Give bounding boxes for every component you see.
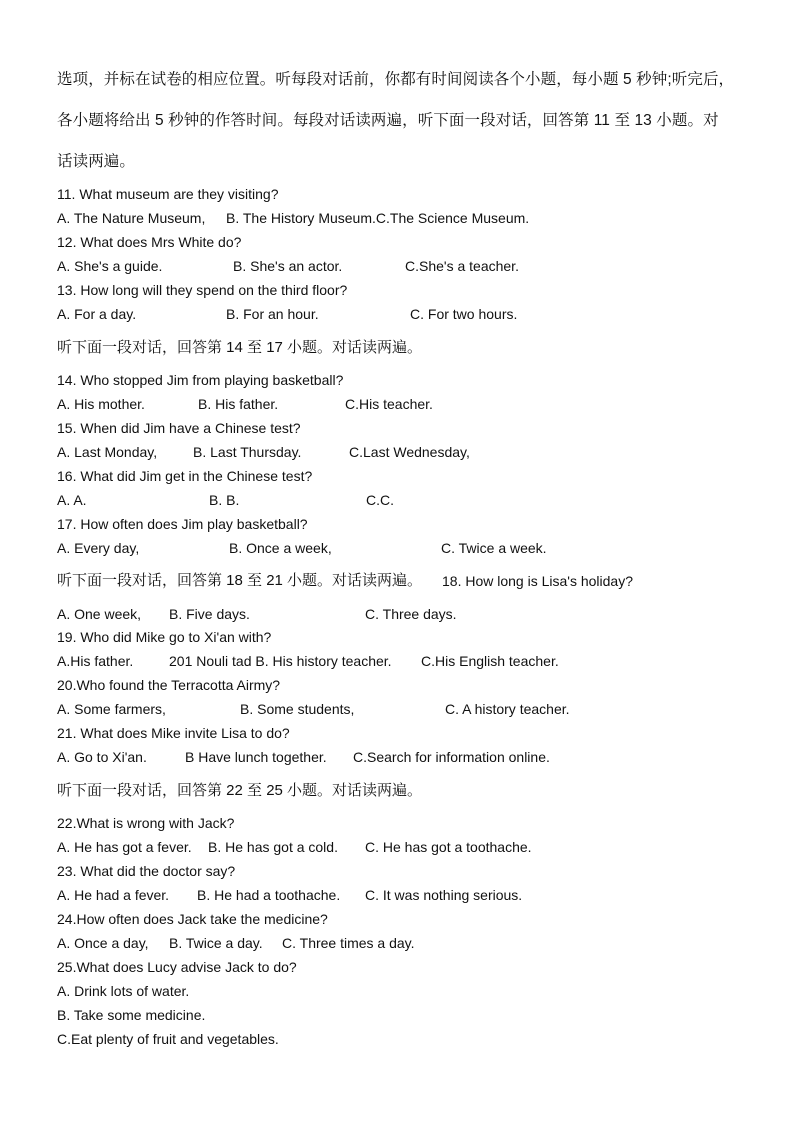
q18-option-b: B. Five days. bbox=[169, 606, 250, 622]
question-18: 18. How long is Lisa's holiday? bbox=[442, 573, 634, 589]
q16-option-b: B. B. bbox=[209, 492, 240, 508]
q24-option-b: B. Twice a day. bbox=[169, 935, 263, 951]
intro-line-1: 选项，并标在试卷的相应位置。听每段对话前，你都有时间阅读各个小题，每小题 5 秒钟;听完后， bbox=[57, 71, 735, 88]
question-12: 12. What does Mrs White do? bbox=[57, 234, 242, 250]
q15-option-a: A. Last Monday, bbox=[57, 444, 158, 460]
question-24: 24.How often does Jack take the medicine? bbox=[57, 911, 328, 927]
question-21: 21. What does Mike invite Lisa to do? bbox=[57, 725, 290, 741]
q22-option-c: C. He has got a toothache. bbox=[365, 839, 532, 855]
intro-line-2: 各小题将给出 5 秒钟的作答时间。每段对话读两遍，听下面一段对话，回答第 11 至 13 小题。对 bbox=[57, 112, 719, 129]
q20-option-a: A. Some farmers, bbox=[57, 701, 166, 717]
q19-option-c: C.His English teacher. bbox=[421, 653, 559, 669]
q14-option-c: C.His teacher. bbox=[345, 396, 433, 412]
q17-option-b: B. Once a week, bbox=[229, 540, 332, 556]
question-13: 13. How long will they spend on the third floor? bbox=[57, 282, 348, 298]
q16-option-a: A. A. bbox=[57, 492, 87, 508]
q24-option-a: A. Once a day, bbox=[57, 935, 149, 951]
q18-option-a: A. One week, bbox=[57, 606, 142, 622]
q16-option-c: C.C. bbox=[366, 492, 394, 508]
q17-option-a: A. Every day, bbox=[57, 540, 140, 556]
section-header-22-25: 听下面一段对话，回答第 22 至 25 小题。对话读两遍。 bbox=[57, 782, 423, 799]
q14-option-b: B. His father. bbox=[198, 396, 279, 412]
question-20: 20.Who found the Terracotta Airmy? bbox=[57, 677, 281, 693]
q17-option-c: C. Twice a week. bbox=[441, 540, 547, 556]
q20-option-c: C. A history teacher. bbox=[445, 701, 570, 717]
q11-option-b-c: B. The History Museum.C.The Science Museum. bbox=[226, 210, 530, 226]
q21-option-b: B Have lunch together. bbox=[185, 749, 327, 765]
intro-line-3: 话读两遍。 bbox=[57, 153, 136, 170]
q13-option-a: A. For a day. bbox=[57, 306, 137, 322]
q15-option-b: B. Last Thursday. bbox=[193, 444, 302, 460]
q18-option-c: C. Three days. bbox=[365, 606, 457, 622]
question-16: 16. What did Jim get in the Chinese test? bbox=[57, 468, 313, 484]
question-15: 15. When did Jim have a Chinese test? bbox=[57, 420, 301, 436]
q13-option-c: C. For two hours. bbox=[410, 306, 518, 322]
q13-option-b: B. For an hour. bbox=[226, 306, 319, 322]
q12-option-b: B. She's an actor. bbox=[233, 258, 343, 274]
section-header-18-21: 听下面一段对话，回答第 18 至 21 小题。对话读两遍。 bbox=[57, 572, 423, 589]
question-14: 14. Who stopped Jim from playing basketball? bbox=[57, 372, 344, 388]
q12-option-a: A. She's a guide. bbox=[57, 258, 163, 274]
q25-option-c: C.Eat plenty of fruit and vegetables. bbox=[57, 1031, 279, 1047]
q21-option-a: A. Go to Xi'an. bbox=[57, 749, 147, 765]
q25-option-b: B. Take some medicine. bbox=[57, 1007, 206, 1023]
q12-option-c: C.She's a teacher. bbox=[405, 258, 519, 274]
q23-option-a: A. He had a fever. bbox=[57, 887, 170, 903]
q20-option-b: B. Some students, bbox=[240, 701, 355, 717]
q23-option-c: C. It was nothing serious. bbox=[365, 887, 523, 903]
q23-option-b: B. He had a toothache. bbox=[197, 887, 341, 903]
section-header-14-17: 听下面一段对话，回答第 14 至 17 小题。对话读两遍。 bbox=[57, 339, 423, 356]
q25-option-a: A. Drink lots of water. bbox=[57, 983, 190, 999]
q22-option-a: A. He has got a fever. bbox=[57, 839, 192, 855]
question-17: 17. How often does Jim play basketball? bbox=[57, 516, 308, 532]
question-19: 19. Who did Mike go to Xi'an with? bbox=[57, 629, 272, 645]
q19-option-b: 201 Nouli tad B. His history teacher. bbox=[169, 653, 392, 669]
q14-option-a: A. His mother. bbox=[57, 396, 145, 412]
question-22: 22.What is wrong with Jack? bbox=[57, 815, 235, 831]
question-11: 11. What museum are they visiting? bbox=[57, 186, 279, 202]
question-25: 25.What does Lucy advise Jack to do? bbox=[57, 959, 297, 975]
q21-option-c: C.Search for information online. bbox=[353, 749, 550, 765]
q22-option-b: B. He has got a cold. bbox=[208, 839, 338, 855]
q19-option-a: A.His father. bbox=[57, 653, 134, 669]
q24-option-c: C. Three times a day. bbox=[282, 935, 415, 951]
question-23: 23. What did the doctor say? bbox=[57, 863, 236, 879]
q15-option-c: C.Last Wednesday, bbox=[349, 444, 470, 460]
q11-option-a: A. The Nature Museum, bbox=[57, 210, 206, 226]
